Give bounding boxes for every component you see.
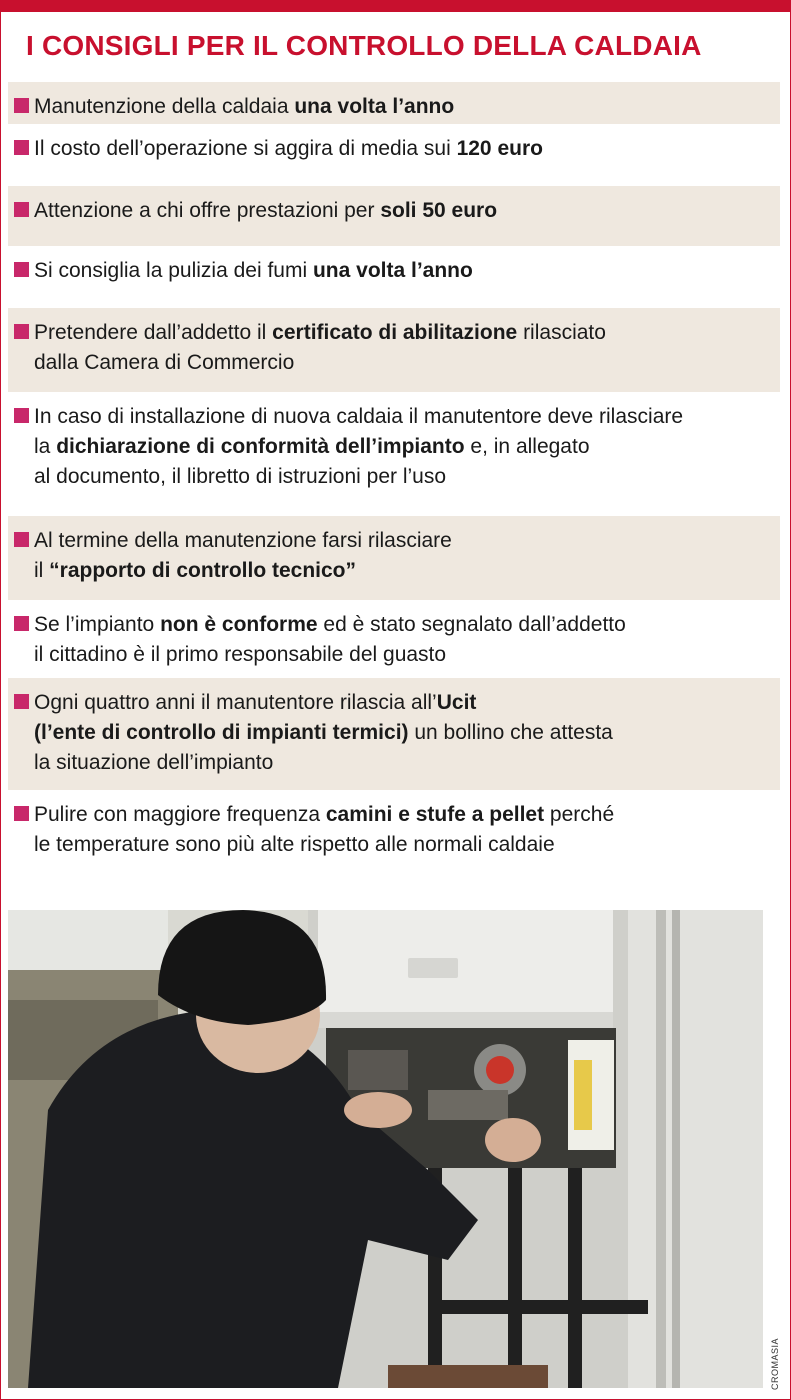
tip-highlight: certificato di abilitazione bbox=[272, 321, 518, 344]
top-bar bbox=[0, 0, 791, 12]
tip-item bbox=[8, 790, 780, 866]
tip-text: il cittadino è il primo responsabile del guasto bbox=[34, 643, 447, 666]
tip-item bbox=[8, 82, 780, 124]
tip-highlight: camini e stufe a pellet bbox=[325, 803, 545, 826]
tip-text: rilasciato bbox=[517, 321, 606, 344]
tips-list bbox=[8, 82, 780, 866]
tip-highlight: “rapporto di controllo tecnico” bbox=[49, 559, 357, 582]
tip-item bbox=[8, 246, 780, 308]
tip-item bbox=[8, 678, 780, 790]
bullet-square-icon bbox=[14, 532, 29, 547]
bullet-square-icon bbox=[14, 694, 29, 709]
tip-text: Se l’impianto bbox=[34, 613, 161, 636]
tip-text: Pulire con maggiore frequenza bbox=[34, 803, 326, 826]
tip-item bbox=[8, 186, 780, 246]
tip-text: ed è stato segnalato dall’addetto bbox=[317, 613, 626, 636]
tip-text: Attenzione a chi offre prestazioni per bbox=[34, 199, 381, 222]
tip-highlight: 120 euro bbox=[456, 137, 543, 160]
tip-text: Ogni quattro anni il manutentore rilascia all’ bbox=[34, 691, 437, 714]
tip-text: la situazione dell’impianto bbox=[34, 751, 274, 774]
bullet-square-icon bbox=[14, 324, 29, 339]
tip-text: Manutenzione della caldaia bbox=[34, 95, 295, 118]
tip-highlight: dichiarazione di conformità dell’impianto bbox=[56, 435, 465, 458]
tip-text: In caso di installazione di nuova caldaia il manutentore deve rilasciare bbox=[34, 405, 684, 428]
tip-text: Si consiglia la pulizia dei fumi bbox=[34, 259, 313, 282]
tip-text: al documento, il libretto di istruzioni per l’uso bbox=[34, 465, 447, 488]
bullet-square-icon bbox=[14, 262, 29, 277]
tip-highlight: non è conforme bbox=[160, 613, 318, 636]
tip-highlight: (l’ente di controllo di impianti termici) bbox=[34, 721, 409, 744]
tip-item bbox=[8, 308, 780, 392]
tip-item bbox=[8, 392, 780, 516]
bullet-square-icon bbox=[14, 98, 29, 113]
tip-highlight: una volta l’anno bbox=[312, 259, 473, 282]
tip-text: la bbox=[34, 435, 57, 458]
tip-highlight: una volta l’anno bbox=[294, 95, 455, 118]
page-title: I CONSIGLI PER IL CONTROLLO DELLA CALDAIA bbox=[26, 30, 702, 61]
tip-item bbox=[8, 124, 780, 186]
bullet-square-icon bbox=[14, 202, 29, 217]
bullet-square-icon bbox=[14, 616, 29, 631]
boiler-technician-photo bbox=[8, 910, 763, 1388]
tip-text: dalla Camera di Commercio bbox=[34, 351, 295, 374]
bullet-square-icon bbox=[14, 806, 29, 821]
tip-text: Al termine della manutenzione farsi rilasciare bbox=[34, 529, 452, 552]
tip-item bbox=[8, 516, 780, 600]
tip-text: Pretendere dall’addetto il bbox=[34, 321, 273, 344]
photo-illustration bbox=[8, 910, 763, 1388]
tip-text: il bbox=[34, 559, 50, 582]
tip-item bbox=[8, 600, 780, 678]
tip-highlight: soli 50 euro bbox=[380, 199, 498, 222]
tip-text: le temperature sono più alte rispetto alle normali caldaie bbox=[34, 833, 555, 856]
bullet-square-icon bbox=[14, 408, 29, 423]
tip-text: perché bbox=[544, 803, 615, 826]
photo-credit: CROMASIA bbox=[770, 1337, 780, 1390]
bullet-square-icon bbox=[14, 140, 29, 155]
tip-text: e, in allegato bbox=[464, 435, 590, 458]
tip-text: Il costo dell’operazione si aggira di media sui bbox=[34, 137, 457, 160]
tip-text: un bollino che attesta bbox=[408, 721, 613, 744]
tip-highlight: Ucit bbox=[436, 691, 477, 714]
